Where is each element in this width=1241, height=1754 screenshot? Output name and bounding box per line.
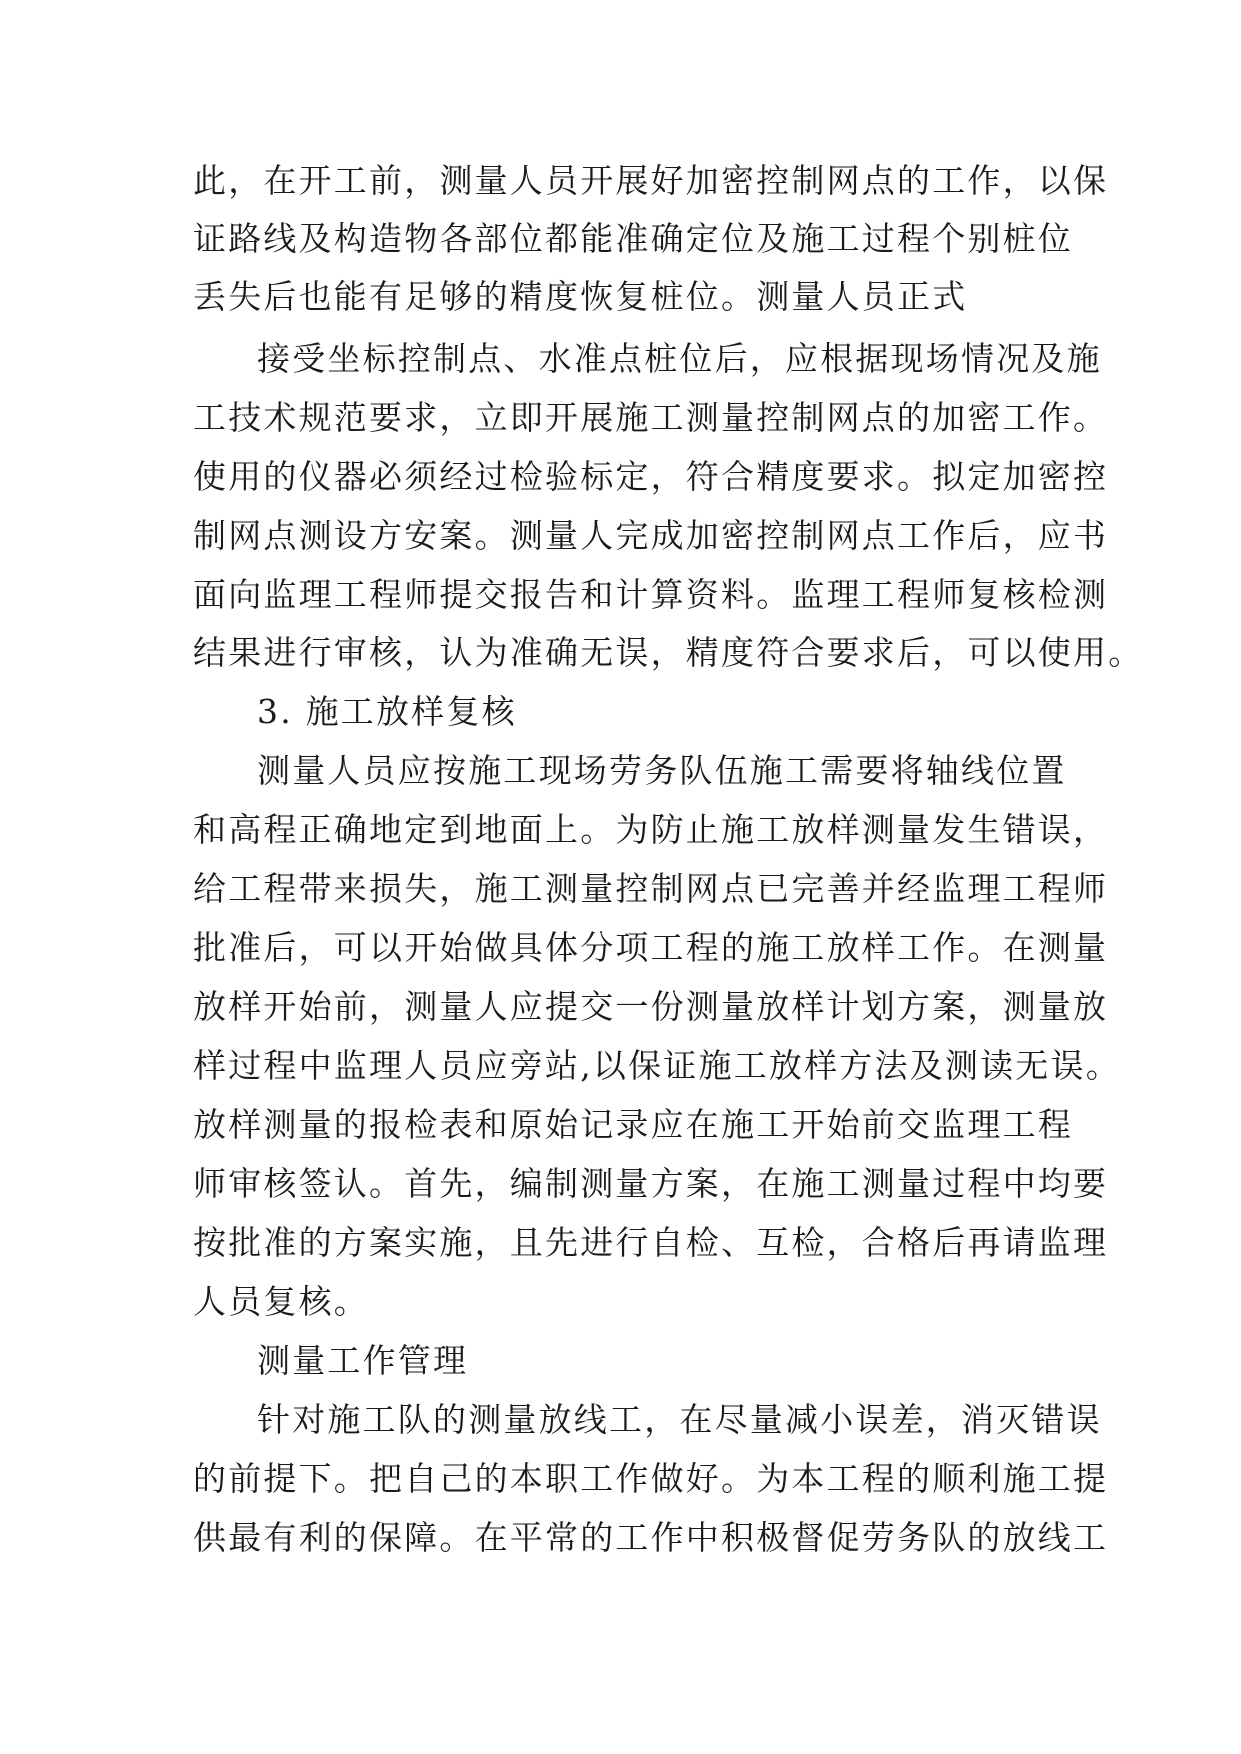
text-line: 丢失后也能有足够的精度恢复桩位。测量人员正式	[193, 277, 968, 316]
text-line: 按批准的方案实施，且先进行自检、互检，合格后再请监理	[193, 1223, 1109, 1262]
text-line: 工技术规范要求，立即开展施工测量控制网点的加密工作。	[193, 398, 1109, 437]
section-heading: 3. 施工放样复核	[257, 692, 517, 731]
text-line: 面向监理工程师提交报告和计算资料。监理工程师复核检测	[193, 575, 1109, 614]
text-line: 样过程中监理人员应旁站,以保证施工放样方法及测读无误。	[193, 1046, 1121, 1085]
paragraph-start-line: 针对施工队的测量放线工，在尽量减小误差，消灭错误	[257, 1400, 1102, 1439]
text-line: 结果进行审核，认为准确无误，精度符合要求后，可以使用。	[193, 633, 1144, 672]
text-line: 使用的仪器必须经过检验标定，符合精度要求。拟定加密控	[193, 457, 1109, 496]
text-line: 的前提下。把自己的本职工作做好。为本工程的顺利施工提	[193, 1459, 1109, 1498]
text-line: 给工程带来损失，施工测量控制网点已完善并经监理工程师	[193, 869, 1109, 908]
text-line: 放样开始前，测量人应提交一份测量放样计划方案，测量放	[193, 987, 1109, 1026]
text-line: 人员复核。	[193, 1282, 369, 1321]
paragraph-start-line: 测量人员应按施工现场劳务队伍施工需要将轴线位置	[257, 751, 1067, 790]
text-line: 和高程正确地定到地面上。为防止施工放样测量发生错误，	[193, 810, 1109, 849]
text-line: 此，在开工前，测量人员开展好加密控制网点的工作，以保	[193, 161, 1109, 200]
text-line: 师审核签认。首先，编制测量方案，在施工测量过程中均要	[193, 1164, 1109, 1203]
paragraph-start-line: 接受坐标控制点、水准点桩位后，应根据现场情况及施	[257, 339, 1102, 378]
text-line: 证路线及构造物各部位都能准确定位及施工过程个别桩位	[193, 219, 1073, 258]
text-line: 批准后，可以开始做具体分项工程的施工放样工作。在测量	[193, 928, 1109, 967]
text-line: 供最有利的保障。在平常的工作中积极督促劳务队的放线工	[193, 1518, 1109, 1557]
text-line: 放样测量的报检表和原始记录应在施工开始前交监理工程	[193, 1105, 1073, 1144]
section-heading: 测量工作管理	[257, 1341, 469, 1380]
text-line: 制网点测设方安案。测量人完成加密控制网点工作后，应书	[193, 516, 1109, 555]
